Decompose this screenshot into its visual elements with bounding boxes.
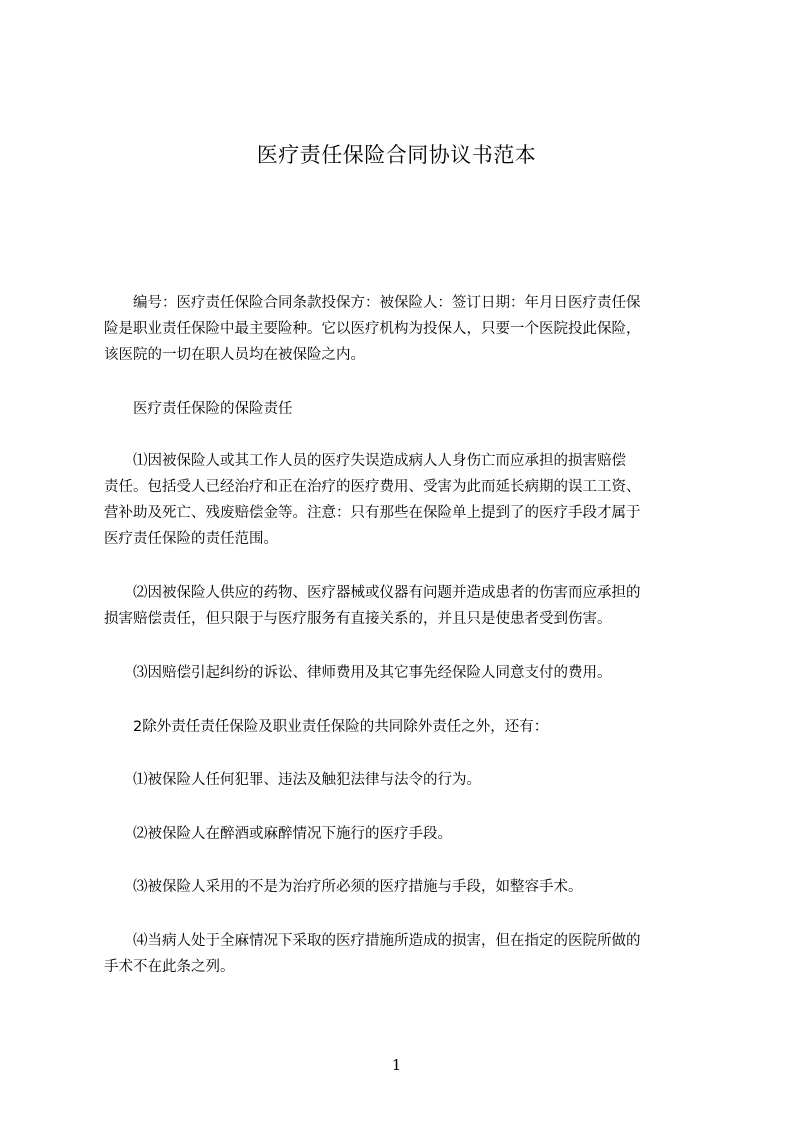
paragraph-line: 手术不在此条之列。 — [104, 959, 235, 975]
paragraph-intro — [104, 290, 704, 368]
paragraph-line: ⑶被保险人采用的不是为治疗所必须的医疗措施与手段，如整容手术。 — [104, 879, 583, 895]
paragraph-line: ⑴因被保险人或其工作人员的医疗失误造成病人人身伤亡而应承担的损害赔偿 — [104, 453, 626, 469]
paragraph-line: 医疗责任保险的保险责任 — [104, 401, 293, 417]
paragraph-liability-1 — [104, 448, 704, 552]
paragraph-line: 险是职业责任保险中最主要险种。它以医疗机构为投保人，只要一个医院投此保险， — [104, 321, 641, 337]
paragraph-line: ⑷当病人处于全麻情况下采取的医疗措施所造成的损害，但在指定的医院所做的 — [104, 933, 641, 949]
paragraph-line: ⑵因被保险人供应的药物、医疗器械或仪器有问题并造成患者的伤害而应承担的 — [104, 585, 641, 601]
section-heading-liability — [104, 396, 704, 422]
paragraph-line: ⑴被保险人任何犯罪、违法及触犯法律与法令的行为。 — [104, 772, 481, 788]
paragraph-liability-2 — [104, 580, 704, 632]
paragraph-line: 责任。包括受人已经治疗和正在治疗的医疗费用、受害为此而延长病期的误工工资、 — [104, 479, 641, 495]
paragraph-exclusion-2 — [104, 821, 704, 847]
paragraph-exclusion-4 — [104, 928, 704, 980]
paragraph-line: 营补助及死亡、残废赔偿金等。注意：只有那些在保险单上提到了的医疗手段才属于 — [104, 505, 641, 521]
paragraph-line: 医疗责任保险的责任范围。 — [104, 531, 278, 547]
paragraph-line: 编号：医疗责任保险合同条款投保方：被保险人：签订日期：年月日医疗责任保 — [104, 295, 641, 311]
paragraph-exclusion-3 — [104, 874, 704, 900]
paragraph-line: 2除外责任责任保险及职业责任保险的共同除外责任之外，还有： — [104, 719, 549, 735]
section-heading-exclusions — [104, 714, 704, 740]
paragraph-exclusion-1 — [104, 767, 704, 793]
page-number: 1 — [391, 1056, 402, 1074]
paragraph-liability-3 — [104, 660, 704, 686]
document-title: 医疗责任保险合同协议书范本 — [256, 143, 537, 167]
paragraph-line: 损害赔偿责任，但只限于与医疗服务有直接关系的，并且只是使患者受到伤害。 — [104, 611, 612, 627]
paragraph-line: 该医院的一切在职人员均在被保险之内。 — [104, 347, 365, 363]
paragraph-line: ⑵被保险人在醉酒或麻醉情况下施行的医疗手段。 — [104, 826, 452, 842]
paragraph-line: ⑶因赔偿引起纠纷的诉讼、律师费用及其它事先经保险人同意支付的费用。 — [104, 665, 612, 681]
